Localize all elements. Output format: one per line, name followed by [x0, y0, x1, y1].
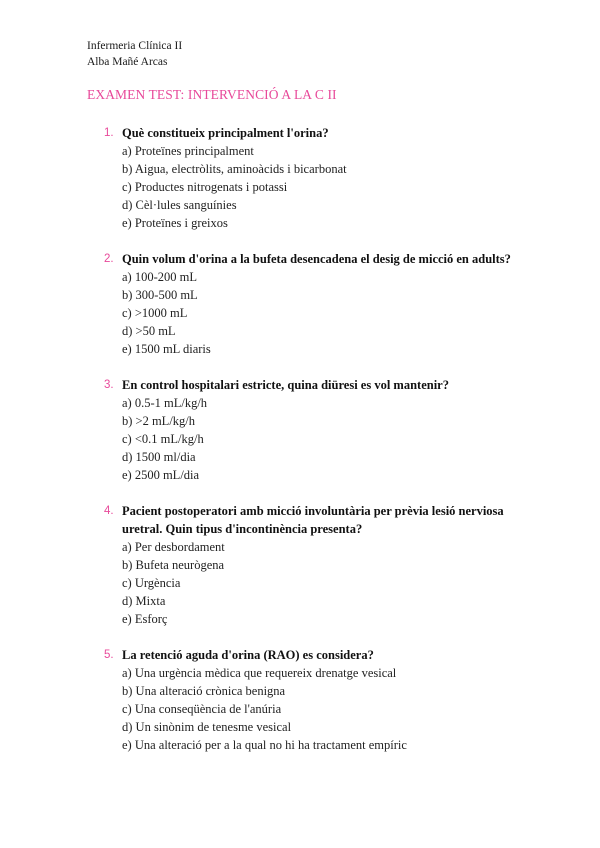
option-c: c) <0.1 mL/kg/h: [122, 432, 204, 446]
question-list: [100, 124, 520, 772]
option-e: e) 2500 mL/dia: [122, 468, 200, 482]
option-a: a) Una urgència mèdica que requereix drenatge vesical: [122, 666, 397, 680]
question-3: [100, 376, 520, 484]
question-number: 5.: [104, 649, 114, 661]
option-d: d) Mixta: [122, 594, 166, 608]
author-name: Alba Mañé Arcas: [87, 56, 168, 68]
question-2: [100, 250, 520, 358]
option-e: e) Proteïnes i greixos: [122, 216, 228, 230]
course-name: Infermeria Clínica II: [87, 40, 183, 52]
question-number: 4.: [104, 505, 114, 517]
question-text: La retenció aguda d'orina (RAO) es considera?: [122, 648, 374, 662]
question-text: Quin volum d'orina a la bufeta desencadena el desig de micció en adults?: [122, 252, 511, 266]
question-number: 3.: [104, 379, 114, 391]
option-e: e) Esforç: [122, 612, 168, 626]
option-e: e) Una alteració per a la qual no hi ha tractament empíric: [122, 738, 407, 752]
option-b: b) >2 mL/kg/h: [122, 414, 196, 428]
option-b: b) Bufeta neurògena: [122, 558, 225, 572]
option-d: d) >50 mL: [122, 324, 176, 338]
option-list: [122, 664, 520, 754]
option-list: [122, 538, 520, 628]
option-list: [122, 394, 520, 484]
question-5: [100, 646, 520, 754]
option-list: [122, 268, 520, 358]
option-a: a) 100-200 mL: [122, 270, 197, 284]
option-c: c) Urgència: [122, 576, 181, 590]
option-b: b) 300-500 mL: [122, 288, 198, 302]
question-text: En control hospitalari estricte, quina diüresi es vol mantenir?: [122, 378, 449, 392]
question-4: [100, 502, 520, 628]
option-c: c) Una conseqüència de l'anúria: [122, 702, 282, 716]
exam-title: EXAMEN TEST: INTERVENCIÓ A LA C II: [87, 87, 337, 102]
option-d: d) 1500 ml/dia: [122, 450, 196, 464]
option-c: c) >1000 mL: [122, 306, 188, 320]
option-c: c) Productes nitrogenats i potassi: [122, 180, 288, 194]
question-1: [100, 124, 520, 232]
option-b: b) Aigua, electròlits, aminoàcids i bicarbonat: [122, 162, 347, 176]
option-b: b) Una alteració crònica benigna: [122, 684, 286, 698]
option-a: a) 0.5-1 mL/kg/h: [122, 396, 208, 410]
question-number: 2.: [104, 253, 114, 265]
option-d: d) Cèl·lules sanguínies: [122, 198, 237, 212]
question-number: 1.: [104, 127, 114, 139]
document-header: [87, 38, 182, 70]
option-d: d) Un sinònim de tenesme vesical: [122, 720, 292, 734]
option-list: [122, 142, 520, 232]
question-text: Pacient postoperatori amb micció involuntària per prèvia lesió nerviosa uretral. Quin tipus d'incontinència presenta?: [122, 504, 504, 536]
option-e: e) 1500 mL diaris: [122, 342, 211, 356]
option-a: a) Per desbordament: [122, 540, 225, 554]
question-text: Què constitueix principalment l'orina?: [122, 126, 329, 140]
option-a: a) Proteïnes principalment: [122, 144, 254, 158]
